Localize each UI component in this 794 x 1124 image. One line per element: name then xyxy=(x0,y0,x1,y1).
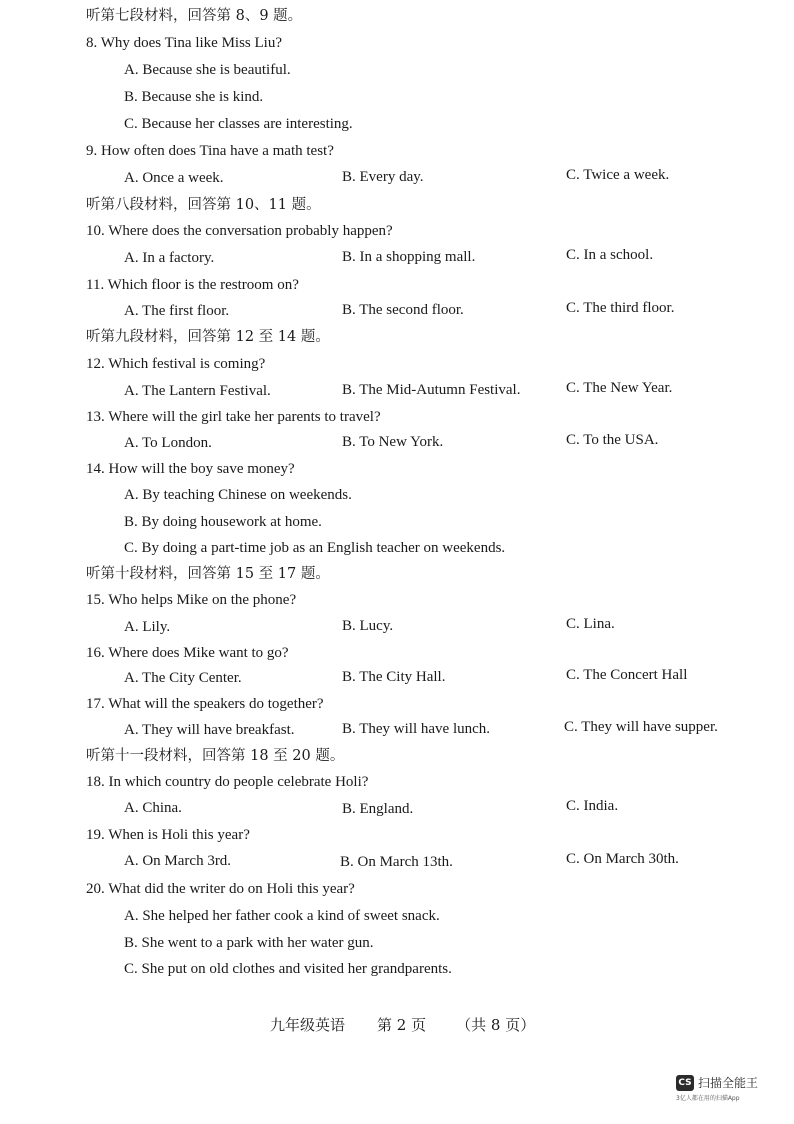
question-9-option-a: A. Once a week. xyxy=(124,170,224,186)
footer-subject: 九年级英语 xyxy=(270,1016,346,1034)
question-11-option-b: B. The second floor. xyxy=(342,302,464,318)
question-13-stem: 13. Where will the girl take her parents to travel? xyxy=(86,409,381,425)
footer-page-number: 第 2 页 xyxy=(377,1016,427,1034)
question-8-stem: 8. Why does Tina like Miss Liu? xyxy=(86,35,282,51)
question-15-option-c: C. Lina. xyxy=(566,616,615,632)
question-11-stem: 11. Which floor is the restroom on? xyxy=(86,277,299,293)
question-14-option-a: A. By teaching Chinese on weekends. xyxy=(124,487,352,503)
question-14-stem: 14. How will the boy save money? xyxy=(86,461,295,477)
question-13-option-a: A. To London. xyxy=(124,435,212,451)
question-9-option-c: C. Twice a week. xyxy=(566,167,670,183)
question-9-option-b: B. Every day. xyxy=(342,169,424,185)
question-19-option-b: B. On March 13th. xyxy=(340,854,453,870)
question-17-option-c: C. They will have supper. xyxy=(564,719,718,735)
section-heading-11: 听第十一段材料，回答第 18 至 20 题。 xyxy=(86,748,345,764)
question-8-option-c: C. Because her classes are interesting. xyxy=(124,116,353,132)
question-19-option-a: A. On March 3rd. xyxy=(124,853,232,869)
section-heading-8: 听第八段材料，回答第 10、11 题。 xyxy=(86,197,321,213)
question-16-option-a: A. The City Center. xyxy=(124,670,242,686)
question-16-stem: 16. Where does Mike want to go? xyxy=(86,645,289,661)
question-18-option-c: C. India. xyxy=(566,798,619,814)
question-20-option-a: A. She helped her father cook a kind of sweet snack. xyxy=(124,908,440,924)
camscanner-logo-icon: CS xyxy=(676,1075,694,1091)
watermark-tagline: 3亿人都在用的扫描App xyxy=(676,1095,740,1102)
question-13-option-c: C. To the USA. xyxy=(566,432,659,448)
page-footer xyxy=(270,1014,535,1035)
question-18-option-b: B. England. xyxy=(342,801,414,817)
question-20-stem: 20. What did the writer do on Holi this year? xyxy=(86,881,355,897)
footer-total-pages: （共 8 页） xyxy=(456,1016,536,1034)
question-10-option-b: B. In a shopping mall. xyxy=(342,249,476,265)
scanner-watermark xyxy=(676,1074,786,1108)
question-15-option-b: B. Lucy. xyxy=(342,618,394,634)
question-10-option-c: C. In a school. xyxy=(566,247,654,263)
question-20-option-c: C. She put on old clothes and visited her grandparents. xyxy=(124,961,452,977)
question-13-option-b: B. To New York. xyxy=(342,434,444,450)
question-10-option-a: A. In a factory. xyxy=(124,250,215,266)
section-heading-10: 听第十段材料，回答第 15 至 17 题。 xyxy=(86,566,330,582)
question-11-option-c: C. The third floor. xyxy=(566,300,675,316)
watermark-app-name: 扫描全能王 xyxy=(698,1076,759,1090)
question-12-option-a: A. The Lantern Festival. xyxy=(124,383,271,399)
section-heading-7: 听第七段材料，回答第 8、9 题。 xyxy=(86,8,303,24)
question-10-stem: 10. Where does the conversation probably happen? xyxy=(86,223,393,239)
question-18-stem: 18. In which country do people celebrate Holi? xyxy=(86,774,369,790)
question-12-stem: 12. Which festival is coming? xyxy=(86,356,266,372)
question-18-option-a: A. China. xyxy=(124,800,182,816)
question-19-option-c: C. On March 30th. xyxy=(566,851,679,867)
question-11-option-a: A. The first floor. xyxy=(124,303,230,319)
question-14-option-b: B. By doing housework at home. xyxy=(124,514,322,530)
question-17-option-a: A. They will have breakfast. xyxy=(124,722,295,738)
question-15-option-a: A. Lily. xyxy=(124,619,171,635)
question-14-option-c: C. By doing a part-time job as an English teacher on weekends. xyxy=(124,540,506,556)
section-heading-9: 听第九段材料，回答第 12 至 14 题。 xyxy=(86,329,330,345)
question-9-stem: 9. How often does Tina have a math test? xyxy=(86,143,334,159)
question-20-option-b: B. She went to a park with her water gun. xyxy=(124,935,374,951)
question-12-option-b: B. The Mid-Autumn Festival. xyxy=(342,382,521,398)
question-17-option-b: B. They will have lunch. xyxy=(342,721,491,737)
question-19-stem: 19. When is Holi this year? xyxy=(86,827,250,843)
question-15-stem: 15. Who helps Mike on the phone? xyxy=(86,592,297,608)
question-12-option-c: C. The New Year. xyxy=(566,380,673,396)
question-17-stem: 17. What will the speakers do together? xyxy=(86,696,324,712)
question-8-option-b: B. Because she is kind. xyxy=(124,89,264,105)
question-16-option-c: C. The Concert Hall xyxy=(566,667,688,683)
question-16-option-b: B. The City Hall. xyxy=(342,669,446,685)
question-8-option-a: A. Because she is beautiful. xyxy=(124,62,291,78)
